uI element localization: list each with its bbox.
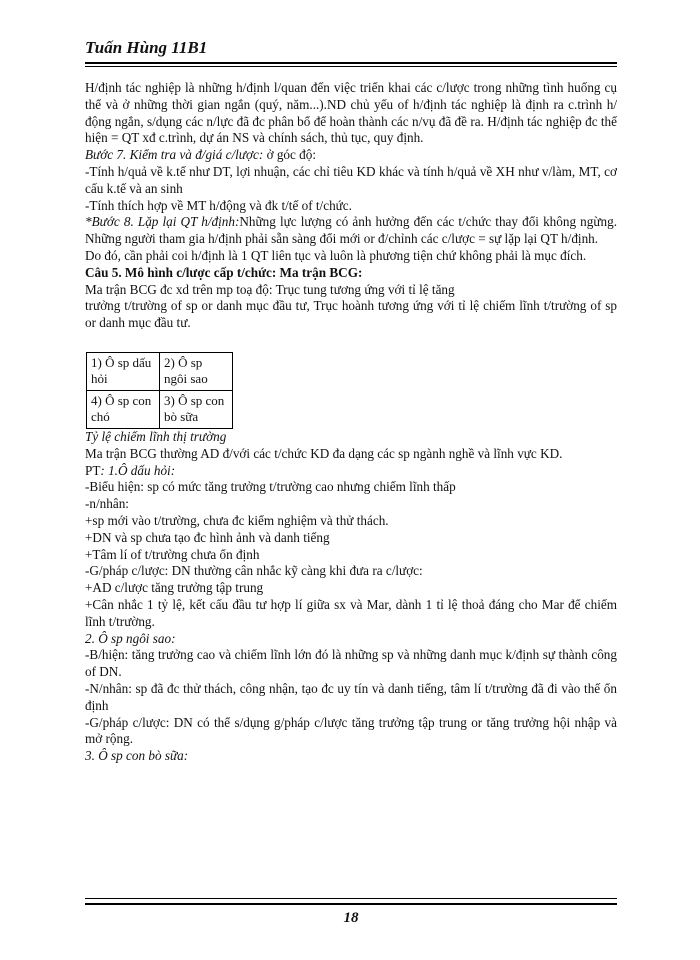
footer-rule-thin (85, 898, 617, 899)
header-rule-thin (85, 66, 617, 67)
question-mark-item-5: +Tâm lí of t/trường chưa ổn định (85, 546, 260, 562)
step7-title: Bước 7. Kiểm tra và đ/giá c/lược: (85, 147, 264, 163)
step7-item-1: -Tính h/quả về k.tế như DT, lợi nhuận, các chỉ tiêu KD khác và tính h/quả về XH như v/làm, MT, cơ cấu k.tế và an sinh (85, 163, 617, 196)
question-mark-item-7: +AD c/lược tăng trưởng tập trung (85, 580, 264, 596)
axis-caption: Tỷ lệ chiếm lĩnh thị trường (85, 428, 227, 444)
step7-heading (85, 147, 617, 164)
step8-paragraph (85, 214, 617, 248)
cash-cow-heading: 3. Ô sp con bò sữa: (85, 748, 189, 764)
page-number: 18 (343, 910, 359, 926)
header-rule-thick (85, 62, 617, 64)
paragraph-tactical-decision: H/định tác nghiệp là những h/định l/quan đến việc triển khai các c/lược trong những tình huống cụ thể và ở những thời gian ngắn (quý, năm...).ND chủ yếu of h/định tác nghiệp là định ra c.trình h/động ngắn, s/dụng các n/lực đã đc phân bổ để hoàn thành các n/vụ đã đề ra. H/định tác nghiệp đc thể hiện = QT xđ c.trình, dự án NS và chính sách, thủ tục, quy định. (85, 80, 617, 146)
step8-rest: Những lực lượng có ảnh hưởng đến các t/chức thay đổi không ngừng. Những người tham gia h/định phải sẵn sàng đổi mới or đ/chỉnh các c/lược = sự lặp lại QT h/định. (85, 214, 617, 247)
page-footer (85, 896, 617, 927)
analysis-prefix: PT (85, 462, 101, 478)
question-mark-item-1: -Biểu hiện: sp có mức tăng trưởng t/trường cao nhưng chiếm lĩnh thấp (85, 479, 456, 495)
step7-item-2: -Tính thích hợp về MT h/động và đk t/tế of t/chức. (85, 197, 352, 213)
question-mark-item-6: -G/pháp c/lược: DN thường cân nhắc kỹ càng khi đưa ra c/lược: (85, 563, 423, 579)
analysis-title: : 1.Ô dấu hỏi: (100, 462, 176, 478)
question-mark-item-8: +Cân nhắc 1 tỷ lệ, kết cấu đầu tư hợp lí giữa sx và Mar, dành 1 tỉ lệ thoả đáng cho Mar để chiếm lĩnh t/trường. (85, 596, 617, 629)
question-mark-item-2: -n/nhân: (85, 496, 129, 512)
star-item-1: -B/hiện: tăng trưởng cao và chiếm lĩnh lớn đó là những sp và những danh mục k/định sự thành công of DN. (85, 647, 617, 680)
footer-rule-thick (85, 903, 617, 905)
matrix-cell-dog: 4) Ô sp con chó (87, 390, 160, 428)
spacer (85, 332, 617, 348)
star-item-2: -N/nhân: sp đã đc thử thách, công nhận, tạo đc uy tín và danh tiếng, tâm lí t/trường đã đi vào thế ổn định (85, 680, 617, 713)
page-header (85, 38, 617, 67)
question-mark-item-4: +DN và sp chưa tạo đc hình ảnh và danh tiếng (85, 529, 330, 545)
page-content (85, 80, 617, 765)
paragraph-conclusion: Do đó, cần phải coi h/định là 1 QT liên tục và luôn là phương tiện chứ không phải là mục đích. (85, 247, 587, 263)
analysis-heading (85, 463, 617, 480)
step7-rest: ở góc độ: (263, 147, 317, 163)
question5-line-1: Ma trận BCG đc xd trên mp toạ độ: Trục tung tương ứng với tỉ lệ tăng (85, 281, 455, 297)
question-mark-item-3: +sp mới vào t/trường, chưa đc kiểm nghiệm và thử thách. (85, 512, 389, 528)
step8-title: *Bước 8. Lặp lại QT h/định: (85, 214, 240, 230)
matrix-cell-question-mark: 1) Ô sp dấu hỏi (87, 352, 160, 390)
matrix-cell-cash-cow: 3) Ô sp con bò sữa (160, 390, 233, 428)
bcg-matrix-table (86, 352, 233, 429)
paragraph-application: Ma trận BCG thường AD đ/với các t/chức KD đa dạng các sp ngành nghề và lĩnh vực KD. (85, 445, 563, 461)
matrix-cell-star: 2) Ô sp ngôi sao (160, 352, 233, 390)
header-title: Tuấn Hùng 11B1 (85, 38, 208, 57)
star-heading: 2. Ô sp ngôi sao: (85, 630, 176, 646)
star-item-3: -G/pháp c/lược: DN có thể s/dụng g/pháp c/lược tăng trưởng tập trung or tăng trưởng hội nhập và mở rộng. (85, 714, 617, 747)
question5-title: Câu 5. Mô hình c/lược cấp t/chức: Ma trận BCG: (85, 264, 363, 280)
question5-line-2: trưởng t/trường of sp or danh mục đầu tư, Trục hoành tương ứng với tỉ lệ chiếm lĩnh t/trường of sp or danh mục đầu tư. (85, 298, 617, 331)
